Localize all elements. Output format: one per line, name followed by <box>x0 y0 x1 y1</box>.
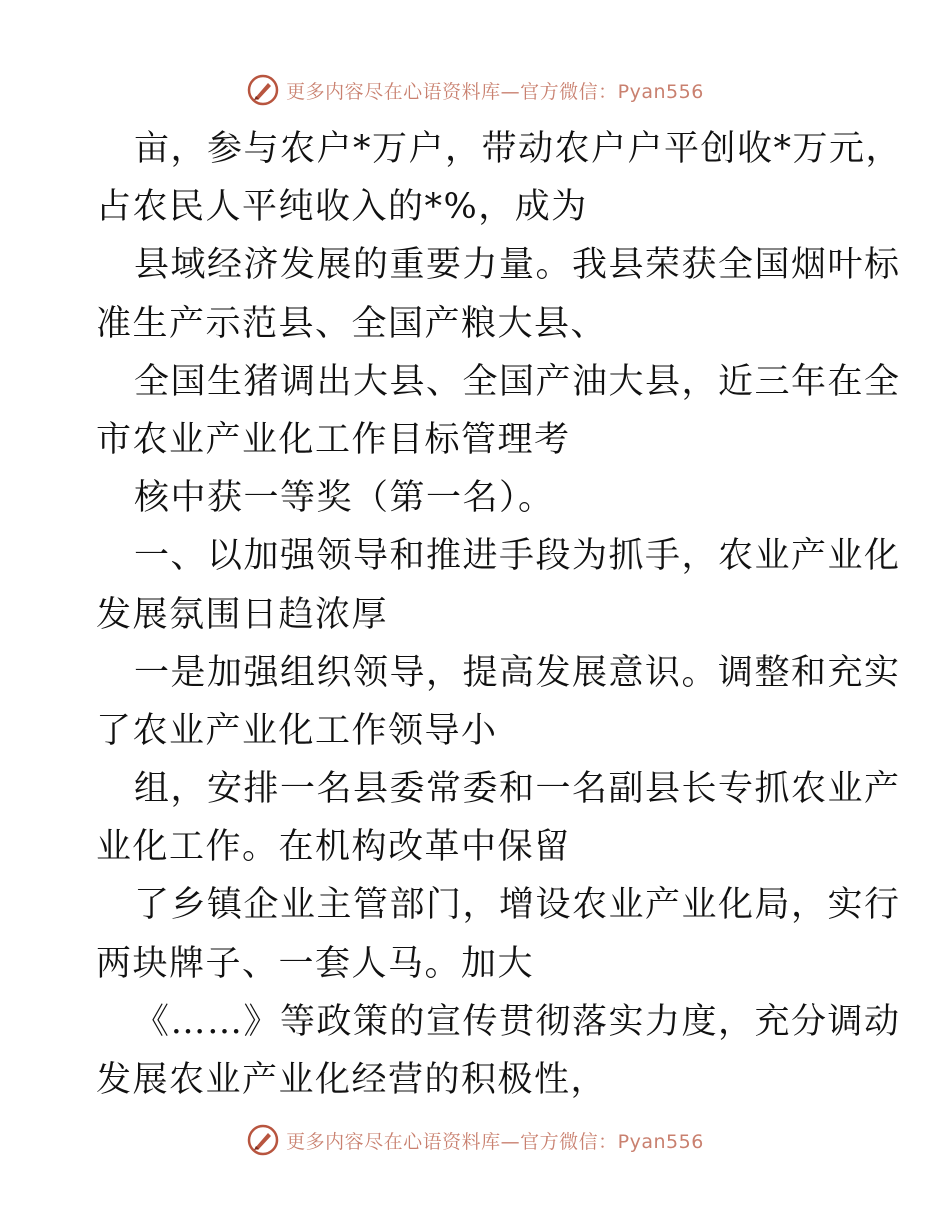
document-body <box>96 120 903 1109</box>
document-line: 了农业产业化工作领导小 <box>96 710 498 751</box>
document-line: 亩，参与农户*万户，带动农户户平创收*万元， <box>134 129 903 169</box>
document-line: 了乡镇企业主管部门，增设农业产业化局，实行 <box>134 885 901 926</box>
footer-watermark <box>0 1122 950 1158</box>
document-line: 全国生猪调出大县、全国产油大县，近三年在全 <box>134 361 901 402</box>
watermark-text: 更多内容尽在心语资料库—官方微信：Pyan556 <box>286 80 704 103</box>
document-line: 发展氛围日趋浓厚 <box>96 594 389 635</box>
document-line: 一、以加强领导和推进手段为抓手，农业产业化 <box>134 536 901 577</box>
document-line: 业化工作。在机构改革中保留 <box>96 827 571 868</box>
pen-circle-logo-icon <box>246 73 280 107</box>
pen-circle-logo-icon <box>246 1123 280 1157</box>
document-line: 县域经济发展的重要力量。我县荣获全国烟叶标 <box>134 245 901 286</box>
document-line: 《……》等政策的宣传贯彻落实力度，充分调动 <box>134 1001 901 1042</box>
watermark-text: 更多内容尽在心语资料库—官方微信：Pyan556 <box>286 1130 704 1153</box>
document-line: 一是加强组织领导，提高发展意识。调整和充实 <box>134 652 901 693</box>
document-line: 发展农业产业化经营的积极性， <box>96 1060 608 1100</box>
document-line: 组，安排一名县委常委和一名副县长专抓农业产 <box>134 769 901 810</box>
document-line: 准生产示范县、全国产粮大县、 <box>96 303 608 344</box>
document-line: 核中获一等奖（第一名）。 <box>134 478 555 519</box>
document-line: 市农业产业化工作目标管理考 <box>96 419 571 460</box>
document-line: 两块牌子、一套人马。加大 <box>96 943 535 984</box>
header-watermark <box>0 72 950 108</box>
document-line: 占农民人平纯收入的*%，成为 <box>96 187 588 228</box>
